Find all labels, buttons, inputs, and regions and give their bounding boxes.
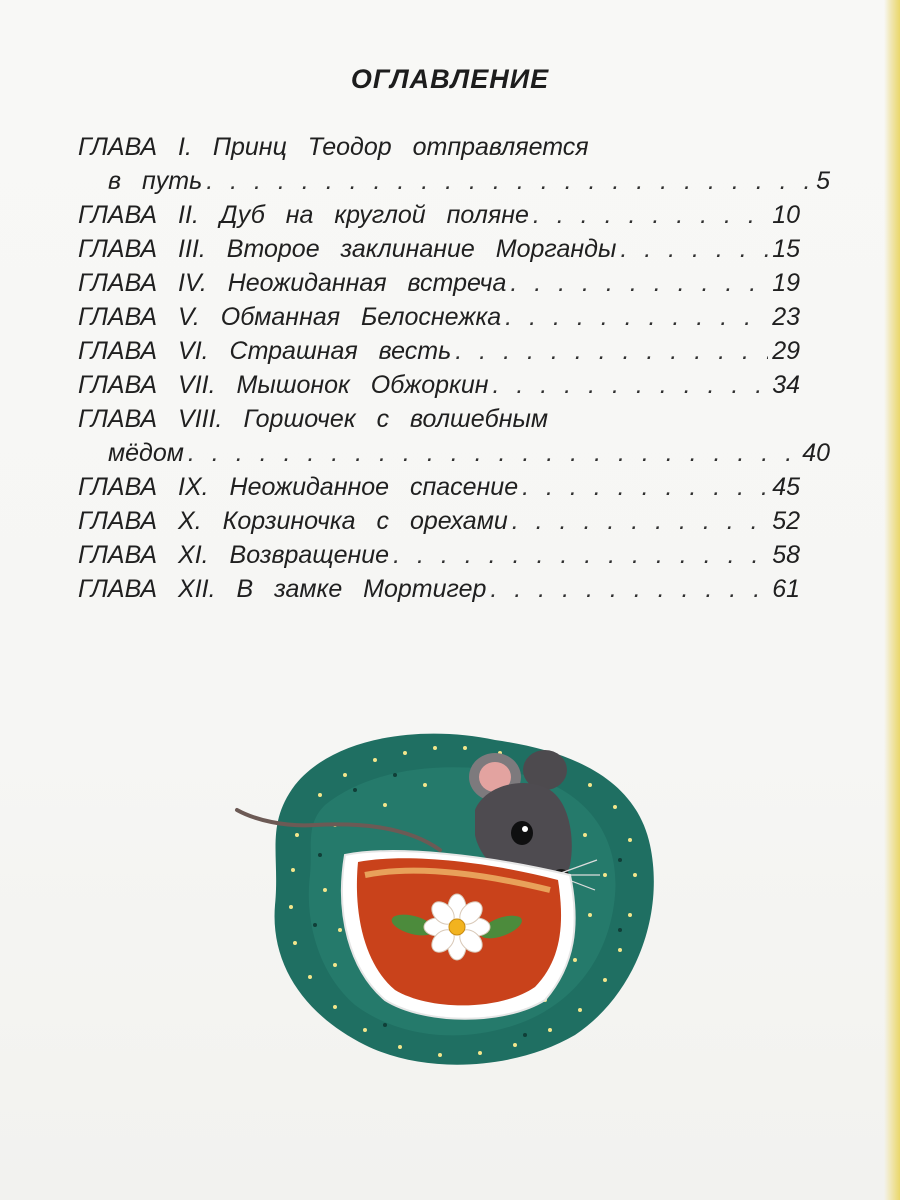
chapter-title: ГЛАВА II. Дуб на круглой поляне — [78, 201, 529, 229]
chapter-page-number: 10 — [772, 201, 800, 229]
chapter-title: ГЛАВА IX. Неожиданное спасение — [78, 473, 519, 501]
dot-leader — [393, 538, 768, 572]
dot-leader — [512, 504, 768, 538]
chapter-title: ГЛАВА XI. Возвращение — [78, 541, 390, 569]
dot-leader — [490, 572, 768, 606]
toc-entry — [78, 538, 800, 572]
chapter-title: ГЛАВА I. Принц Теодор отправляется — [78, 133, 589, 161]
chapter-page-number: 40 — [802, 439, 830, 467]
chapter-page-number: 29 — [772, 337, 800, 365]
chapter-page-number: 58 — [772, 541, 800, 569]
dot-leader — [493, 368, 769, 402]
dot-leader — [455, 334, 768, 368]
toc-entry-continuation — [78, 436, 830, 470]
chapter-page-number: 61 — [772, 575, 800, 603]
chapter-title: ГЛАВА III. Второе заклинание Морганды — [78, 235, 617, 263]
chapter-page-number: 52 — [772, 507, 800, 535]
toc-entry — [78, 402, 800, 436]
chapter-title: ГЛАВА VIII. Горшочек с волшебным — [78, 405, 548, 433]
toc-entry — [78, 504, 800, 538]
chapter-title: ГЛАВА V. Обманная Белоснежка — [78, 303, 502, 331]
toc-entry — [78, 266, 800, 300]
toc-entry — [78, 232, 800, 266]
chapter-title: ГЛАВА IV. Неожиданная встреча — [78, 269, 507, 297]
chapter-page-number: 23 — [772, 303, 800, 331]
chapter-title: ГЛАВА XII. В замке Мортигер — [78, 575, 487, 603]
dot-leader — [522, 470, 768, 504]
toc-title: ОГЛАВЛЕНИЕ — [350, 64, 550, 94]
toc-entry — [78, 334, 800, 368]
mouse-eye — [511, 821, 533, 845]
chapter-page-number: 5 — [816, 167, 830, 195]
chapter-title-continuation: в путь — [108, 167, 203, 195]
chapter-title-continuation: мёдом — [108, 439, 184, 467]
chapter-title: ГЛАВА VI. Страшная весть — [78, 337, 452, 365]
table-of-contents — [78, 130, 830, 606]
toc-entry — [78, 130, 800, 164]
toc-entry — [78, 300, 800, 334]
dot-leader — [510, 266, 768, 300]
dot-leader — [505, 300, 768, 334]
dot-leader — [533, 198, 768, 232]
dot-leader — [206, 164, 812, 198]
chapter-page-number: 45 — [772, 473, 800, 501]
chapter-page-number: 15 — [772, 235, 800, 263]
chapter-title: ГЛАВА X. Корзиночка с орехами — [78, 507, 508, 535]
dot-leader — [620, 232, 768, 266]
dot-leader — [188, 436, 798, 470]
toc-entry — [78, 368, 800, 402]
mouse-illustration — [225, 715, 665, 1075]
toc-entry — [78, 198, 800, 232]
mouse-eye-glint — [522, 826, 528, 832]
chapter-page-number: 19 — [772, 269, 800, 297]
chapter-title: ГЛАВА VII. Мышонок Обжоркин — [78, 371, 489, 399]
mouse-in-pocket-icon — [225, 715, 665, 1075]
chapter-page-number: 34 — [772, 371, 800, 399]
toc-entry — [78, 572, 800, 606]
toc-entry — [78, 470, 800, 504]
toc-entry-continuation — [78, 164, 830, 198]
